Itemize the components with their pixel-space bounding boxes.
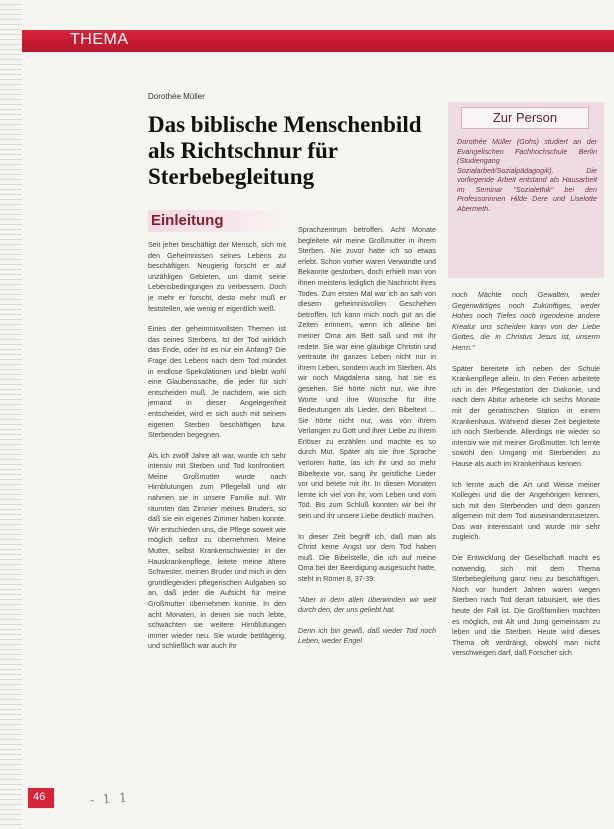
paragraph: In dieser Zeit begriff ich, daß man als Christ keine Angst vor dem Tod haben muß. Die Bibelstelle, die ich auf meine Oma bei der Beerdigung ausgesucht hatte, steht in Römer 8, 37-39: bbox=[298, 531, 436, 583]
paragraph: Die Entwicklung der Gesellschaft macht es notwendig, sich mit dem Thema Sterbebegleitung ganz neu zu beschäftigen. Noch vor hundert Jahren waren wegen Sterben nach Tod derart tabuisiert, wie dies heute der Fall ist. Die Großfamilien machten es möglich, mit Alt und Jung gemeinsam zu leben und die Sterben. Heute wird dieses Thema oft verdrängt, obwohl man nicht verschweigen darf, daß Forscher sich bbox=[452, 553, 600, 658]
bible-quote: noch Mächte noch Gewalten, weder Gegenwärtiges noch Zukünftiges, weder Hohes noch Tiefes noch irgendeine andere Kreatur uns scheiden kann von der Liebe Gottes, die in Christus Jesus ist, unserm Herrn." bbox=[452, 290, 600, 352]
handwritten-mark: - 1 1 bbox=[89, 790, 130, 809]
paragraph: Seit jeher beschäftigt der Mensch, sich mit den Geheimnissen seines Lebens zu beschäftigen. Neugierig forscht er auf unzähligen Gebieten, um damit seine Lebensbedingungen zu verbessern. Doch je mehr er forscht, desto mehr muß er feststellen, wie wenig er eigentlich weiß. bbox=[148, 240, 286, 313]
text-column-2 bbox=[298, 225, 436, 657]
bible-quote: Denn ich bin gewiß, daß weder Tod noch Leben, weder Engel bbox=[298, 625, 436, 646]
paragraph: Eines der geheimnisvollsten Themen ist das seines Sterbens. Ist der Tod wirklich das Ende, oder ist es nur ein Anfang? Die Frage des Lebens nach dem Tod mündet in endlose Spekulationen und bleibt wohl eine Glaubenssache, die jeder für sich entscheiden muß. Je nachdem, wie sich jemand in dieser Angelegenheit entscheidet, wird er sich auch mit seinem eigenen Sterben beschäftigen bzw. Sterbenden begegnen. bbox=[148, 324, 286, 440]
section-label: THEMA bbox=[70, 31, 129, 48]
paragraph: Später bereitete ich neben der Schule Krankenpflege allein. In den Ferien arbeitete ich in der Pflegestation der Diakonie, und nach dem Abitur arbeitete ich sechs Monate mit der geriatrischen Station in einem Krankenhaus. Während dieser Zeit begleitete ich noch Sterbende. Allerdings nie wieder so intensiv wie mit meiner Großmutter. Ich lernte sowohl den Umgang mit Sterbenden zu Hause als auch im Krankenhaus kennen. bbox=[452, 363, 600, 468]
section-heading-label: Einleitung bbox=[151, 212, 224, 229]
author-info-title: Zur Person bbox=[461, 107, 589, 129]
paragraph: Sprachzentrum betroffen. Acht Monate begleitete wir meine Großmutter in ihrem Sterben. Nie zuvor hatte ich so etwas erlebt. Schon vorher waren Verwandte und Bekannte gestorben, doch erhielt man von ihnen meistens lediglich die Nachricht ihres Todes. Zum ersten Mal war ich an sah von diesem geheimnisvollen Geschehen betroffen. Ich kann mich noch gut an die Zeiten erinnern, wenn ich alleine bei meiner Oma am Bett saß und mit ihr redete. Sie war eine gläubige Christin und vertraute ihr ganzes Leben nicht nur in ihrem Leben, sondern auch im Sterben. Als wir noch Magdalena sang, hat sie es gesehen. Sie hörte nicht nur, wie ihre Worte und ihre Wünsche für ihre Bedeutungen als Lieder, den Bibeltext ... Sie hörte nicht nur, was von ihrem Verlangen zu Gott und ihrer Liebe zu ihrem Erlöser zu erzählen und machte es so durch Mut. Später als sie ihre Sprache verloren hatte, las ich ihr und so mehr Bibeltexte vor, sang ihr geistliche Lieder vor und betete mit ihr. In diesen Monaten lernte ich viel von ihr, vom Leben und vom Tod. Bis zum Schluß konnten wir bei ihr sein und ihr unsere Liebe deutlich machen. bbox=[298, 225, 436, 521]
article-author: Dorothée Müller bbox=[148, 92, 205, 101]
author-info-text: Dorothée Müller (Gohs) studiert an der Evangelischen Fachhochschule Berlin (Studiengang Sozialarbeit/Sozialpädagogik). Die vorliegende Arbeit entstand als Hausarbeit im Seminar "Sozialethik" bei den Professorinnen Hilde Dere und Liselotte Abermeth. bbox=[457, 137, 597, 213]
article-title: Das biblische Menschenbild als Richtschnur für Sterbebegleitung bbox=[148, 112, 422, 189]
section-heading bbox=[148, 210, 288, 232]
page-number: 46 bbox=[33, 791, 46, 803]
text-column-1 bbox=[148, 240, 286, 662]
binding-edge bbox=[0, 0, 22, 829]
bible-quote: "Aber in dem allen überwinden wir weit durch den, der uns geliebt hat. bbox=[298, 594, 436, 615]
paragraph: Als ich zwölf Jahre alt war, wurde ich sehr intensiv mit Sterben und Tod konfrontiert. Meine Großmutter wurde nach Hirnblutungen zum Pflegefall und wir nahmen sie in unsere Familie auf. Wir räumten das Zimmer meines Bruders, so daß sie ein eigenes Zimmer haben konnte. Wir entschieden uns, die Pflege soweit wie möglich selbst zu übernehmen. Meine Mutter, selbst Krankenschwester in der Hauskrankenpflege, leitete meine ältere Schwester, meinen Bruder und mich in den grundlegenden pflegerischen Aufgaben so an, daß jeder die Aufsicht für meine Großmutter übernehmen konnte. In den acht Monaten, in denen sie noch lebte, schwächten sie weitere Hirnblutungen immer wieder neu. Sie wurde bettlägerig, und schließlich war auch ihr bbox=[148, 450, 286, 651]
page-number-badge bbox=[28, 788, 54, 808]
text-column-3 bbox=[452, 290, 600, 669]
paragraph: Ich lernte auch die Art und Weise meiner Kollegen und die der Angehörigen kennen, sich mit den Sterbenden und dem ganzen allgemein mit dem Tod auseinanderzusetzen. Das war interessant und wurde mir sehr zugleich. bbox=[452, 479, 600, 542]
